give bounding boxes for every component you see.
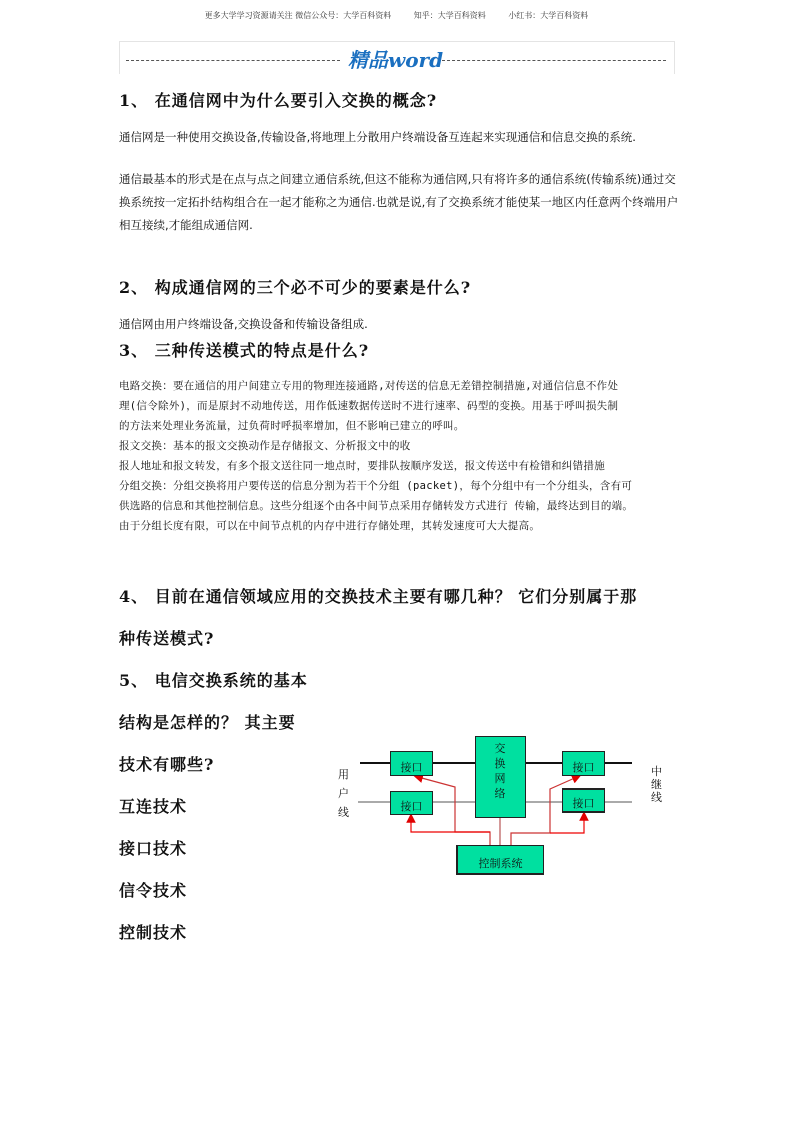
switch-network-box bbox=[475, 736, 526, 818]
switch-network-label: 交换网络 bbox=[494, 742, 506, 800]
q3-line: 报人地址和报文转发，有多个报文送往同一地点时，要排队按顺序发送，报文传送中有检错和纠错措施 bbox=[119, 460, 605, 472]
interface-label: 接口 bbox=[400, 761, 423, 774]
header-zhihu: 知乎：大学百科资料 bbox=[413, 11, 486, 20]
interface-label: 接口 bbox=[572, 797, 595, 810]
q1-title: 1、 在通信网中为什么要引入交换的概念? bbox=[119, 91, 438, 110]
q3-line: 分组交换：分组交换将用户要传送的信息分割为若干个分组 (packet)，每个分组中有一个分组头，含有可 bbox=[119, 480, 633, 492]
banner bbox=[119, 41, 675, 74]
q5-line: 接口技术 bbox=[119, 839, 188, 858]
interface-box bbox=[390, 751, 433, 776]
q2-title: 2、 构成通信网的三个必不可少的要素是什么? bbox=[119, 278, 472, 297]
page-header bbox=[0, 10, 793, 21]
control-system-box bbox=[456, 845, 544, 875]
header-xiaohongshu: 小红书：大学百科资料 bbox=[508, 11, 589, 20]
q5-line: 结构是怎样的？ 其主要 bbox=[119, 713, 296, 732]
interface-box bbox=[562, 751, 605, 776]
interface-label: 接口 bbox=[400, 800, 423, 813]
q4-title bbox=[119, 576, 637, 660]
trunk-line-label: 中继线 bbox=[651, 765, 662, 804]
q5-line: 互连技术 bbox=[119, 797, 188, 816]
q5-line: 控制技术 bbox=[119, 923, 188, 942]
q3-body bbox=[119, 376, 679, 536]
control-system-label: 控制系统 bbox=[478, 857, 523, 870]
q4-line2: 种传送模式? bbox=[119, 629, 215, 648]
q3-title: 3、 三种传送模式的特点是什么? bbox=[119, 341, 370, 360]
dash-left bbox=[126, 60, 340, 61]
q3-line: 电路交换：要在通信的用户间建立专用的物理连接通路,对传送的信息无差错控制措施,对通信信息不作处 bbox=[119, 380, 619, 392]
q3-line: 由于分组长度有限，可以在中间节点机的内存中进行存储处理，其转发速度可大大提高。 bbox=[119, 520, 541, 532]
q1-p1: 通信网是一种使用交换设备,传输设备,将地理上分散用户终端设备互连起来实现通信和信息交换的系统. bbox=[119, 130, 636, 144]
interface-box bbox=[562, 788, 605, 813]
dash-right bbox=[442, 60, 666, 61]
interface-label: 接口 bbox=[572, 761, 595, 774]
q1-p2: 通信最基本的形式是在点与点之间建立通信系统,但这不能称为通信网,只有将许多的通信系统(传输系统)通过交换系统按一定拓扑结构组合在一起才能称之为通信.也就是说,有了交换系统才能使某一地区内任意两个终端用户相互接续,才能组成通信网. bbox=[119, 172, 679, 232]
q3-line: 供选路的信息和其他控制信息。这些分组逐个由各中间节点采用存储转发方式进行 传输，最终达到目的端。 bbox=[119, 500, 634, 512]
q3-line: 的方法来处理业务流量，过负荷时呼损率增加，但不影响已建立的呼叫。 bbox=[119, 420, 465, 432]
q5-line: 信令技术 bbox=[119, 881, 188, 900]
q5-block bbox=[119, 660, 308, 954]
logo: 精品word bbox=[348, 48, 444, 72]
q4-line1: 4、 目前在通信领域应用的交换技术主要有哪几种？ 它们分别属于那 bbox=[119, 587, 638, 606]
header-wechat: 更多大学学习资源请关注 微信公众号：大学百科资料 bbox=[204, 11, 392, 20]
q2-p1: 通信网由用户终端设备,交换设备和传输设备组成. bbox=[119, 317, 368, 331]
q5-line: 5、 电信交换系统的基本 bbox=[119, 671, 308, 690]
interface-box bbox=[390, 791, 433, 815]
user-line-label: 用户线 bbox=[338, 768, 349, 819]
q3-line: 报文交换：基本的报文交换动作是存储报文、分析报文中的收 bbox=[119, 440, 411, 452]
q5-line: 技术有哪些? bbox=[119, 755, 215, 774]
q3-line: 理(信令除外)，而是原封不动地传送，用作低速数据传送时不进行速率、码型的变换。用基于呼叫损失制 bbox=[119, 400, 619, 412]
